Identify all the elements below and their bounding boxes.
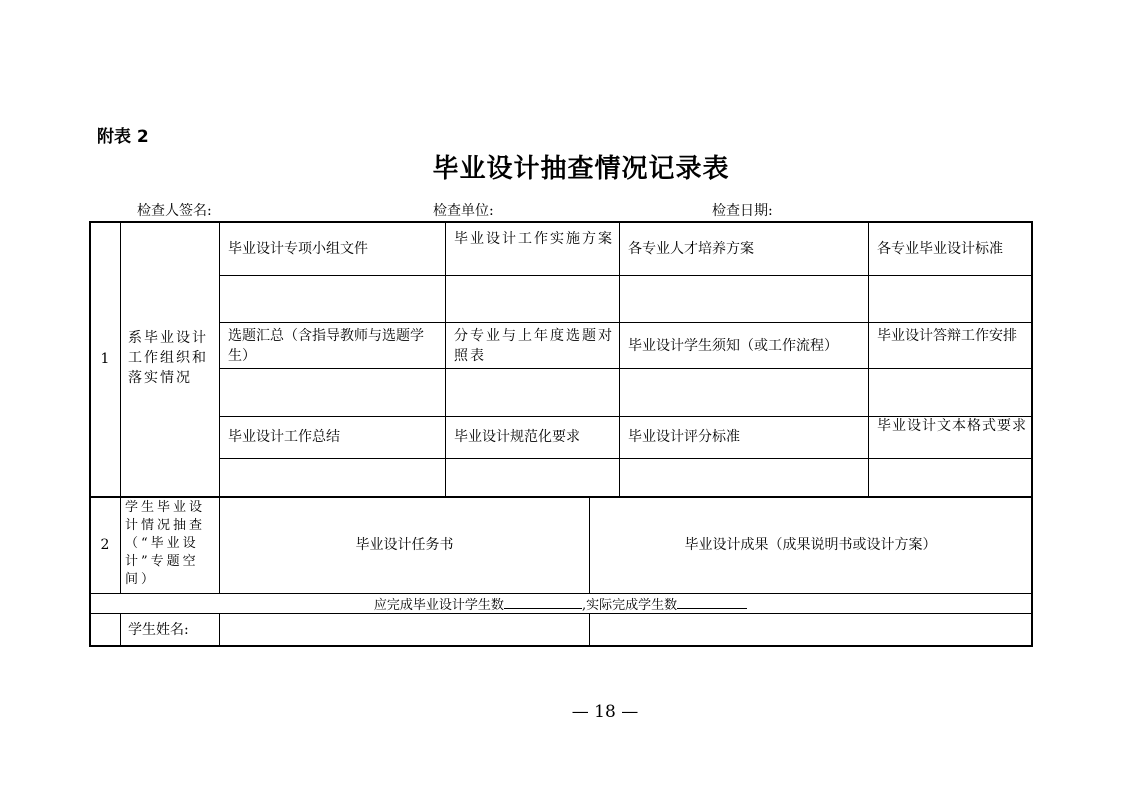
- completion-summary: [90, 594, 1031, 613]
- row2-category: 学生毕业设计情况抽查（“毕业设计”专题空间）: [125, 500, 206, 587]
- inspector-signature-label: 检查人签名:: [137, 203, 212, 219]
- actual-count-blank[interactable]: [677, 594, 747, 609]
- row-number-2: 2: [100, 537, 110, 553]
- task-book-header: 毕业设计任务书: [355, 537, 454, 553]
- row1-category: 系毕业设计工作组织和落实情况: [128, 330, 208, 386]
- student-name-label: 学生姓名:: [128, 622, 189, 638]
- item-defense-arrangement: 毕业设计答辩工作安排: [877, 328, 1017, 344]
- item-topic-summary: 选题汇总（含指导教师与选题学生）: [228, 328, 424, 364]
- page-number: — 18 —: [571, 702, 639, 722]
- item-topic-comparison: 分专业与上年度选题对照表: [454, 328, 614, 364]
- item-special-group-files: 毕业设计专项小组文件: [228, 241, 368, 257]
- actual-count-label: ,实际完成学生数: [581, 598, 678, 613]
- inspection-date-label: 检查日期:: [712, 203, 773, 219]
- design-result-header: 毕业设计成果（成果说明书或设计方案）: [684, 537, 937, 553]
- expected-count-blank[interactable]: [504, 594, 582, 609]
- inspection-unit-label: 检查单位:: [433, 203, 494, 219]
- item-grading-criteria: 毕业设计评分标准: [628, 429, 740, 445]
- item-student-guide: 毕业设计学生须知（或工作流程）: [628, 338, 838, 354]
- appendix-label: 附表 2: [97, 127, 149, 147]
- item-standardization-requirements: 毕业设计规范化要求: [454, 429, 580, 445]
- item-work-summary: 毕业设计工作总结: [228, 429, 340, 445]
- document-title: 毕业设计抽查情况记录表: [432, 154, 730, 184]
- item-implementation-plan: 毕业设计工作实施方案: [454, 231, 614, 247]
- row-number-1: 1: [100, 351, 110, 367]
- item-design-standards: 各专业毕业设计标准: [877, 241, 1003, 257]
- item-text-format: 毕业设计文本格式要求: [877, 418, 1027, 434]
- item-training-plans: 各专业人才培养方案: [628, 241, 754, 257]
- expected-count-label: 应完成毕业设计学生数: [373, 598, 504, 613]
